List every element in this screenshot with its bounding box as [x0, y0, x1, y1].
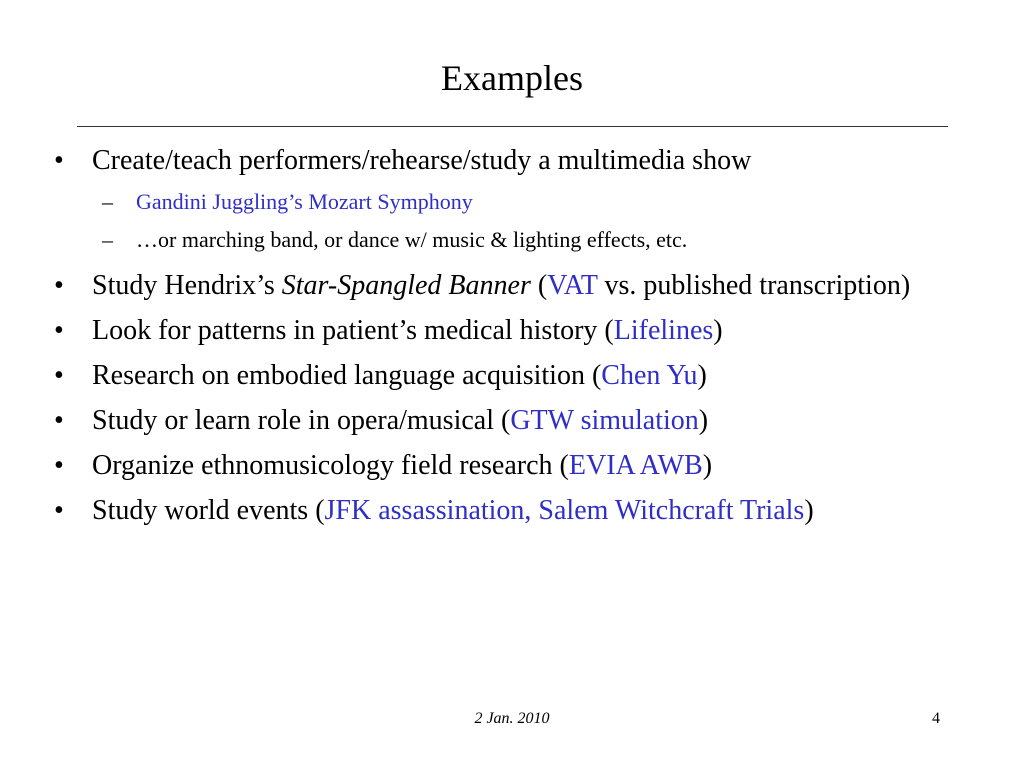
bullet-marker: •	[54, 145, 64, 176]
gandini-link[interactable]: Gandini Juggling’s Mozart Symphony	[136, 189, 473, 214]
bullet-text-pre: Organize ethnomusicology field research (	[92, 450, 569, 481]
sub-item-text: …or marching band, or dance w/ music & lighting effects, etc.	[136, 227, 688, 252]
bullet-item-opera	[52, 402, 952, 439]
jfk-salem-link[interactable]: JFK assassination, Salem Witchcraft Trials	[324, 495, 805, 526]
bullet-marker: •	[54, 450, 64, 481]
sub-bullet-list	[52, 187, 952, 255]
bullet-item-world-events	[52, 492, 952, 529]
bullet-text-post: vs. published transcription)	[597, 270, 911, 301]
bullet-text-open: (	[530, 270, 548, 301]
dash-marker: –	[102, 189, 113, 214]
sub-item-gandini	[52, 187, 952, 217]
bullet-text-pre: Study Hendrix’s	[92, 270, 282, 301]
sub-item-marching-band	[52, 225, 952, 255]
bullet-item-language-acquisition	[52, 357, 952, 394]
evia-awb-link[interactable]: EVIA AWB	[568, 450, 703, 481]
dash-marker: –	[102, 227, 113, 252]
lifelines-link[interactable]: Lifelines	[613, 315, 714, 346]
bullet-item-hendrix	[52, 267, 952, 304]
bullet-text-pre: Research on embodied language acquisition (	[92, 360, 602, 391]
bullet-text-post: )	[804, 495, 814, 526]
bullet-item-ethnomusicology	[52, 447, 952, 484]
bullet-text-pre: Study or learn role in opera/musical (	[92, 405, 511, 436]
song-title: Star-Spangled Banner	[281, 270, 531, 301]
bullet-text-pre: Look for patterns in patient’s medical history (	[92, 315, 614, 346]
bullet-text-post: )	[702, 450, 713, 481]
bullet-marker: •	[54, 405, 64, 436]
title-divider	[77, 126, 948, 127]
bullet-text-post: )	[697, 360, 707, 391]
bullet-text-post: )	[713, 315, 723, 346]
bullet-marker: •	[54, 495, 64, 526]
chen-yu-link[interactable]: Chen Yu	[601, 360, 698, 391]
bullet-text-post: )	[698, 405, 709, 436]
slide-title: Examples	[441, 58, 583, 98]
gtw-simulation-link[interactable]: GTW simulation	[510, 405, 699, 436]
bullet-list	[52, 142, 952, 537]
bullet-marker: •	[54, 315, 64, 346]
bullet-text: Create/teach performers/rehearse/study a multimedia show	[92, 145, 752, 176]
vat-link[interactable]: VAT	[547, 270, 598, 301]
footer-date: 2 Jan. 2010	[474, 710, 550, 727]
page-number: 4	[932, 710, 940, 727]
bullet-item-multimedia-show	[52, 142, 952, 179]
bullet-marker: •	[54, 270, 64, 301]
bullet-text-pre: Study world events (	[92, 495, 325, 526]
bullet-marker: •	[54, 360, 64, 391]
bullet-item-medical-history	[52, 312, 952, 349]
